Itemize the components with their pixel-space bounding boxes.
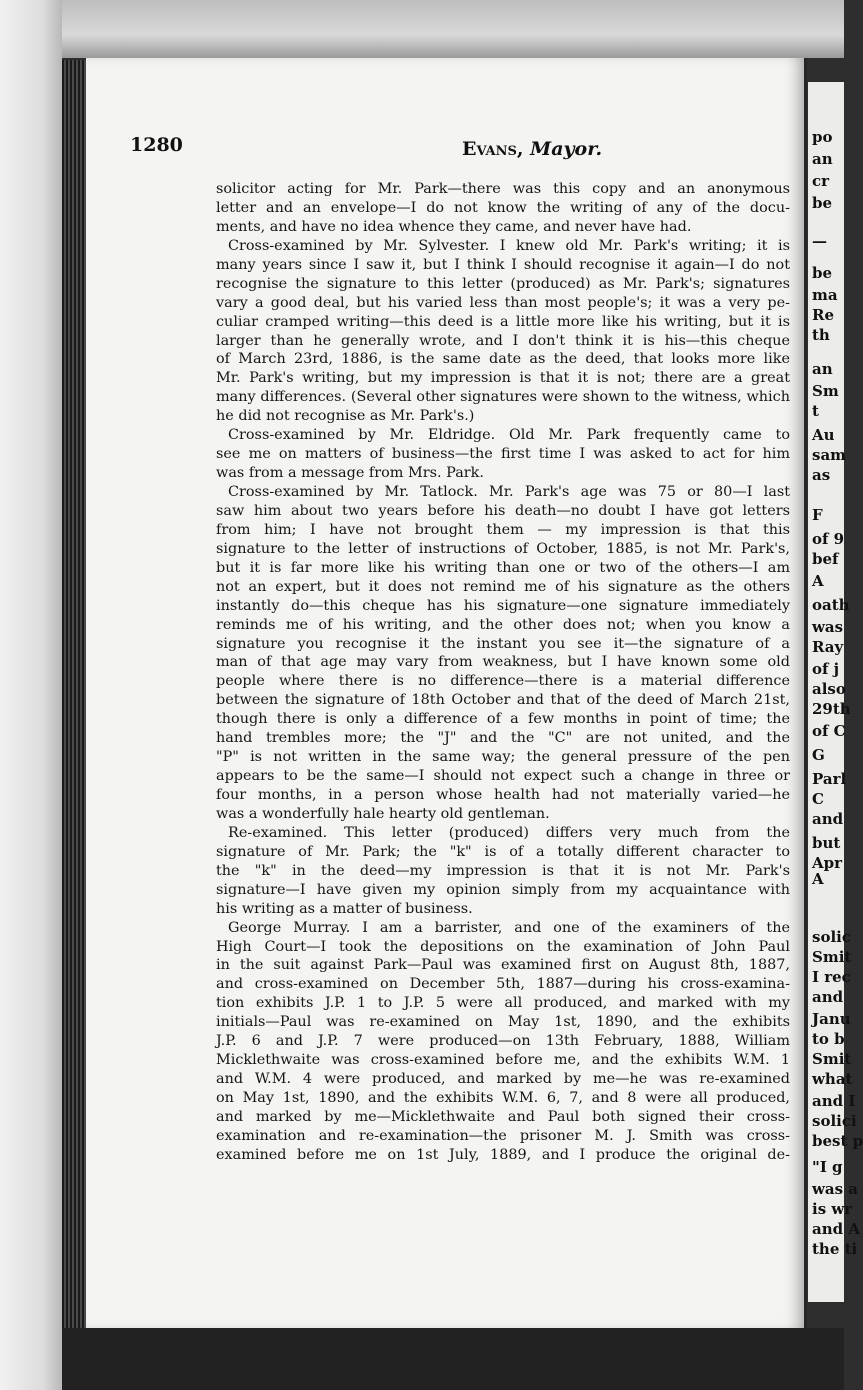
page-number: 1280 bbox=[130, 134, 183, 156]
adjacent-page-word: cr bbox=[812, 172, 830, 190]
adjacent-page-word: Smit bbox=[812, 948, 852, 966]
adjacent-page-word: and bbox=[812, 810, 844, 828]
text-line: hand trembles more; the "J" and the "C" are not united, and the bbox=[216, 730, 790, 747]
text-line: not an expert, but it does not remind me of his signature as the others bbox=[216, 578, 790, 595]
text-line: Cross-examined by Mr. Sylvester. I knew old Mr. Park's writing; it is bbox=[228, 237, 790, 254]
adjacent-page-word: what bbox=[812, 1070, 853, 1088]
text-line: vary a good deal, but his varied less than most people's; it was a very pe- bbox=[216, 294, 790, 311]
text-line: George Murray. I am a barrister, and one of the examiners of the bbox=[228, 919, 790, 936]
text-line: letter and an envelope—I do not know the writing of any of the docu- bbox=[216, 199, 790, 216]
text-line: saw him about two years before his death—no doubt I have got letters bbox=[216, 502, 790, 519]
running-head-name: Evans, bbox=[462, 138, 524, 160]
adjacent-page-word: was a bbox=[812, 1180, 859, 1198]
text-line: examined before me on 1st July, 1889, and I produce the original de- bbox=[216, 1146, 790, 1163]
adjacent-page-word: and A bbox=[812, 1220, 860, 1238]
text-line: and cross-examined on December 5th, 1887—during his cross-examina- bbox=[216, 976, 790, 993]
adjacent-page-word: best p bbox=[812, 1132, 863, 1150]
text-line: J.P. 6 and J.P. 7 were produced—on 13th February, 1888, William bbox=[216, 1033, 790, 1050]
text-line: on May 1st, 1890, and the exhibits W.M. 6, 7, and 8 were all produced, bbox=[216, 1090, 790, 1106]
adjacent-page-word: of j bbox=[812, 660, 840, 678]
text-line: appears to be the same—I should not expect such a change in three or bbox=[216, 768, 790, 785]
text-line: the "k" in the deed—my impression is that it is not Mr. Park's bbox=[216, 862, 790, 879]
adjacent-page-word: t bbox=[812, 402, 819, 420]
text-line: was a wonderfully hale hearty old gentleman. bbox=[216, 805, 550, 822]
text-line: examination and re-examination—the prisoner M. J. Smith was cross- bbox=[216, 1127, 790, 1144]
text-line: larger than he generally wrote, and I don't think it is his—this cheque bbox=[216, 332, 790, 349]
adjacent-page-word: as bbox=[812, 466, 831, 484]
adjacent-page-word: to b bbox=[812, 1030, 845, 1048]
text-line: see me on matters of business—the first time I was asked to act for him bbox=[216, 446, 790, 463]
adjacent-page-word: Apr bbox=[812, 854, 843, 872]
adjacent-page-word: th bbox=[812, 326, 830, 344]
text-line: from him; I have not brought them — my impression is that this bbox=[216, 521, 790, 538]
body-text bbox=[216, 180, 790, 1165]
text-line: he did not recognise as Mr. Park's.) bbox=[216, 408, 475, 425]
text-line: and W.M. 4 were produced, and marked by me—he was re-examined bbox=[216, 1071, 790, 1088]
scan-background-left bbox=[0, 0, 62, 1390]
text-line: "P" is not written in the same way; the general pressure of the pen bbox=[216, 749, 790, 766]
adjacent-page-word: 29th bbox=[812, 700, 851, 718]
text-line: recognise the signature to this letter (produced) as Mr. Park's; signatures bbox=[216, 275, 790, 292]
adjacent-page-word: an bbox=[812, 150, 833, 168]
adjacent-page-word: bef bbox=[812, 550, 839, 568]
adjacent-page-word: — bbox=[812, 232, 827, 250]
adjacent-page-word: of C bbox=[812, 722, 846, 740]
text-line: solicitor acting for Mr. Park—there was this copy and an anonymous bbox=[216, 181, 790, 197]
adjacent-page-word: oath bbox=[812, 596, 850, 614]
text-line: culiar cramped writing—this deed is a little more like his writing, but it is bbox=[216, 313, 790, 330]
book-page-edges bbox=[62, 60, 86, 1328]
adjacent-page-word: Au bbox=[812, 426, 835, 444]
adjacent-page-word: solici bbox=[812, 1112, 857, 1130]
adjacent-page-word: solic bbox=[812, 928, 851, 946]
text-line: in the suit against Park—Paul was examined first on August 8th, 1887, bbox=[216, 957, 790, 974]
text-line: and marked by me—Micklethwaite and Paul both signed their cross- bbox=[216, 1108, 790, 1125]
text-line: Micklethwaite was cross-examined before me, and the exhibits W.M. 1 bbox=[216, 1052, 790, 1069]
adjacent-page-word: po bbox=[812, 128, 833, 146]
scan-background-bottom bbox=[62, 1328, 844, 1390]
text-line: Re-examined. This letter (produced) differs very much from the bbox=[228, 824, 790, 841]
adjacent-page-word: Ray bbox=[812, 638, 844, 656]
text-line: Cross-examined by Mr. Tatlock. Mr. Park's age was 75 or 80—I last bbox=[228, 484, 790, 500]
text-line: man of that age may vary from weakness, but I have known some old bbox=[216, 654, 790, 671]
text-line: tion exhibits J.P. 1 to J.P. 5 were all produced, and marked with my bbox=[216, 995, 790, 1012]
adjacent-page-word: an bbox=[812, 360, 833, 378]
adjacent-page-word: and bbox=[812, 988, 844, 1006]
running-head-title: Mayor. bbox=[530, 138, 603, 160]
text-line: people where there is no difference—there is a material difference bbox=[216, 673, 790, 690]
adjacent-page-word: Sm bbox=[812, 382, 839, 400]
adjacent-page-fragment bbox=[808, 82, 863, 1302]
adjacent-page-word: Parl bbox=[812, 770, 847, 788]
adjacent-page-word: was bbox=[812, 618, 844, 636]
text-line: but it is far more like his writing than one or two of the others—I am bbox=[216, 559, 790, 576]
text-line: four months, in a person whose health had not materially varied—he bbox=[216, 787, 790, 803]
adjacent-page-word: A bbox=[812, 870, 824, 888]
running-head bbox=[462, 138, 602, 160]
adjacent-page-word: be bbox=[812, 194, 833, 212]
scan-background-top bbox=[0, 0, 844, 58]
adjacent-page-word: G bbox=[812, 746, 825, 764]
adjacent-page-word: F bbox=[812, 506, 823, 524]
text-line: of March 23rd, 1886, is the same date as the deed, that looks more like bbox=[216, 351, 790, 368]
adjacent-page-word: "I g bbox=[812, 1158, 843, 1176]
adjacent-page-word: Smit bbox=[812, 1050, 852, 1068]
text-line: Mr. Park's writing, but my impression is that it is not; there are a great bbox=[216, 370, 790, 387]
adjacent-page-word: also bbox=[812, 680, 846, 698]
text-line: his writing as a matter of business. bbox=[216, 900, 473, 917]
text-line: High Court—I took the depositions on the examination of John Paul bbox=[216, 938, 790, 955]
adjacent-page-word: be bbox=[812, 264, 833, 282]
adjacent-page-word: C bbox=[812, 790, 824, 808]
text-line: signature of Mr. Park; the "k" is of a totally different character to bbox=[216, 843, 790, 860]
adjacent-page-word: Janu bbox=[812, 1010, 851, 1028]
adjacent-page-word: ma bbox=[812, 286, 838, 304]
adjacent-page-word: Re bbox=[812, 306, 835, 324]
text-line: signature you recognise it the instant you see it—the signature of a bbox=[216, 635, 790, 652]
text-line: was from a message from Mrs. Park. bbox=[216, 465, 484, 482]
text-line: Cross-examined by Mr. Eldridge. Old Mr. Park frequently came to bbox=[228, 427, 790, 444]
adjacent-page-word: A bbox=[812, 572, 824, 590]
text-line: many years since I saw it, but I think I should recognise it again—I do not bbox=[216, 256, 790, 273]
adjacent-page-word: of 9 bbox=[812, 530, 845, 548]
text-line: ments, and have no idea whence they came, and never have had. bbox=[216, 218, 692, 235]
text-line: reminds me of his writing, and the other does not; when you know a bbox=[216, 616, 790, 633]
adjacent-page-word: I rec bbox=[812, 968, 851, 986]
text-line: instantly do—this cheque has his signature—one signature immediately bbox=[216, 597, 790, 614]
text-line: signature—I have given my opinion simply from my acquaintance with bbox=[216, 881, 790, 898]
adjacent-page-word: is wr bbox=[812, 1200, 853, 1218]
adjacent-page-word: sam bbox=[812, 446, 847, 464]
text-line: though there is only a difference of a few months in point of time; the bbox=[216, 711, 790, 728]
text-line: signature to the letter of instructions of October, 1885, is not Mr. Park's, bbox=[216, 540, 790, 557]
text-line: initials—Paul was re-examined on May 1st, 1890, and the exhibits bbox=[216, 1014, 790, 1031]
adjacent-page-word: the ti bbox=[812, 1240, 858, 1258]
text-line: many differences. (Several other signatures were shown to the witness, which bbox=[216, 389, 790, 406]
text-line: between the signature of 18th October and that of the deed of March 21st, bbox=[216, 692, 790, 709]
adjacent-page-word: and I bbox=[812, 1092, 856, 1110]
adjacent-page-word: but bbox=[812, 834, 841, 852]
